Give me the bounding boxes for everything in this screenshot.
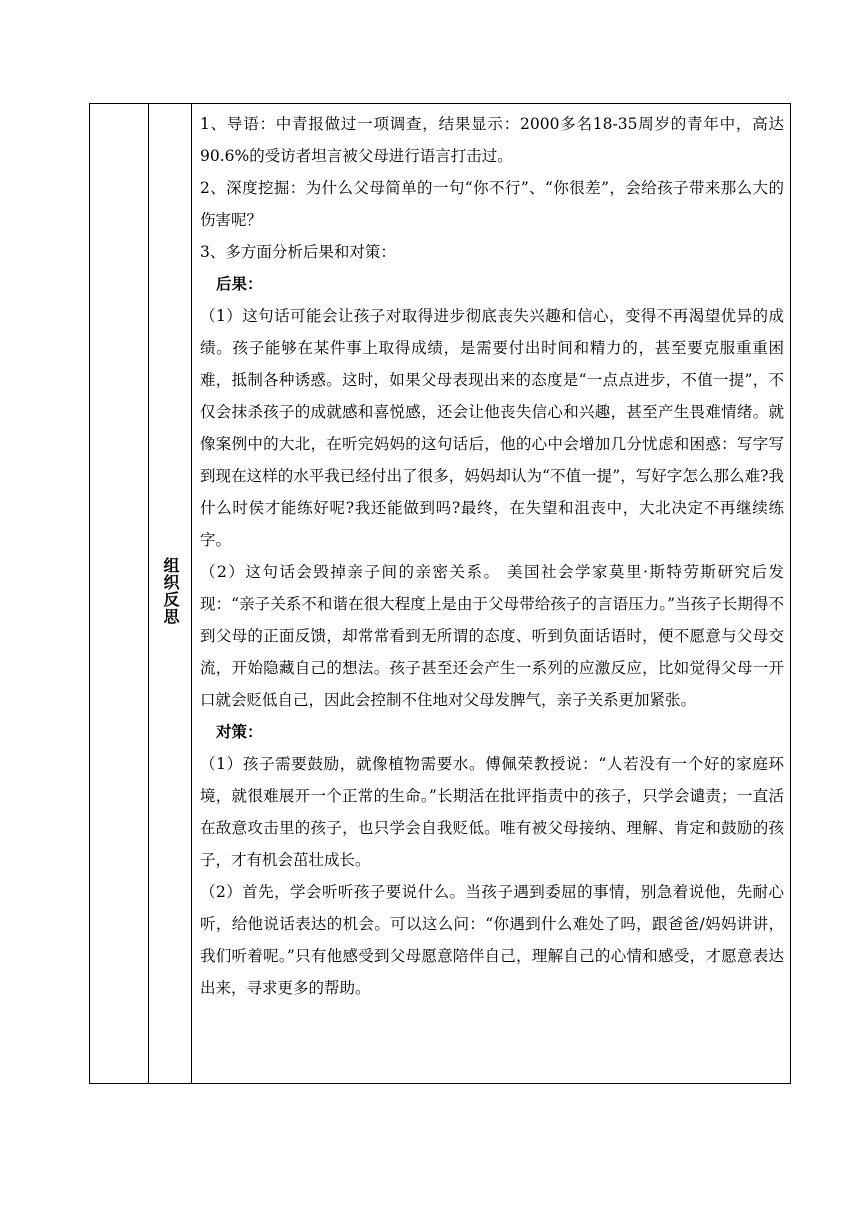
measure-paragraph-2: （2）首先，学会听听孩子要说什么。当孩子遇到委屈的事情，别急着说他，先耐心听，给他说话表达的机会。可以这么问：“你遇到什么难处了吗，跟爸爸/妈妈讲讲，我们听着呢。”只有他感受到父母愿意陪伴自己，理解自己的心情和感受，才愿意表达出来，寻求更多的帮助。 [200, 883, 784, 997]
empty-column-cell [90, 104, 149, 1083]
deep-dig-paragraph: 2、深度挖掘：为什么父母简单的一句“你不行”、“你很差”，会给孩子带来那么大的伤害呢？ [200, 179, 784, 229]
measure-paragraph-1: （1）孩子需要鼓励，就像植物需要水。傅佩荣教授说：“人若没有一个好的家庭环境，就很难展开一个正常的生命。”长期活在批评指责中的孩子，只学会谴责；一直活在敌意攻击里的孩子，也只学会自我贬低。唯有被父母接纳、理解、肯定和鼓励的孩子，才有机会茁壮成长。 [200, 755, 784, 869]
content-cell [200, 108, 784, 1004]
section-label: 组织反思 [161, 557, 180, 625]
lesson-plan-table [89, 103, 791, 1084]
analysis-paragraph: 3、多方面分析后果和对策： [200, 243, 396, 261]
consequence-paragraph-1: （1）这句话可能会让孩子对取得进步彻底丧失兴趣和信心，变得不再渴望优异的成绩。孩子能够在某件事上取得成绩，是需要付出时间和精力的，甚至要克服重重困难，抵制各种诱惑。这时，如果父母表现出来的态度是“一点点进步，不值一提”，不仅会抹杀孩子的成就感和喜悦感，还会让他丧失信心和兴趣，甚至产生畏难情绪。就像案例中的大北，在听完妈妈的这句话后，他的心中会增加几分忧虑和困惑：写字写到现在这样的水平我已经付出了很多，妈妈却认为“不值一提”，写好字怎么那么难?我什么时侯才能练好呢?我还能做到吗?最终，在失望和沮丧中，大北决定不再继续练字。 [200, 307, 784, 549]
consequence-paragraph-2: （2）这句话会毁掉亲子间的亲密关系。 美国社会学家莫里·斯特劳斯研究后发现：“亲子关系不和谐在很大程度上是由于父母带给孩子的言语压力。”当孩子长期得不到父母的正面反馈，却常常看到无所谓的态度、听到负面话语时，便不愿意与父母交流，开始隐藏自己的想法。孩子甚至还会产生一系列的应激反应，比如觉得父母一开口就会贬低自己，因此会控制不住地对父母发脾气，亲子关系更加紧张。 [200, 563, 784, 709]
section-label-cell [148, 104, 192, 1083]
intro-paragraph: 1、导语：中青报做过一项调查，结果显示：2000多名18-35周岁的青年中，高达90.6%的受访者坦言被父母进行语言打击过。 [200, 115, 784, 165]
consequences-heading: 后果： [216, 274, 263, 293]
measures-heading: 对策： [216, 722, 263, 741]
